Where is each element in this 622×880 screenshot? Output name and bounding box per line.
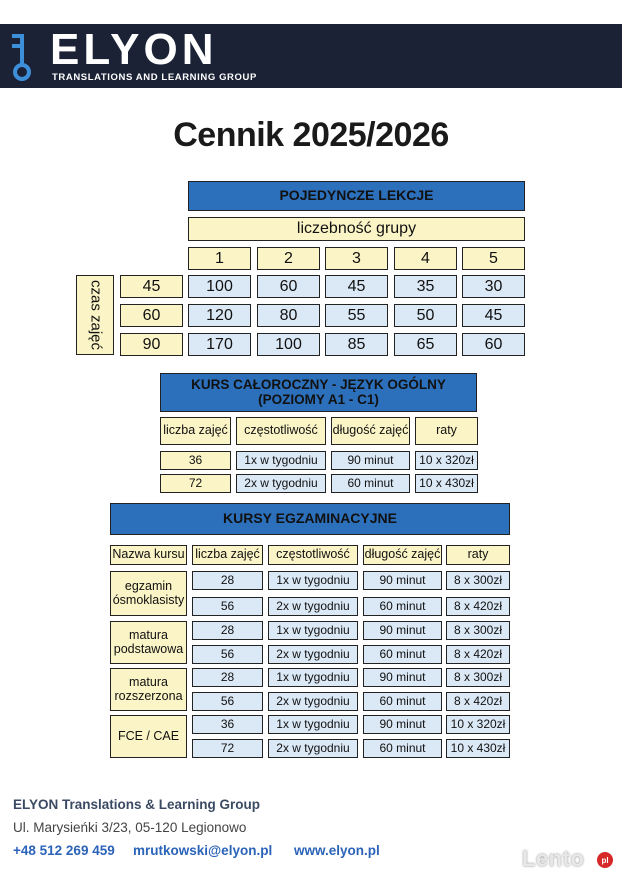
brand-tagline: TRANSLATIONS AND LEARNING GROUP	[52, 72, 257, 83]
exam-col-header: liczba zajęć	[192, 545, 263, 565]
exam-cell: 8 x 300zł	[446, 621, 510, 640]
brand-name: ELYON	[50, 25, 218, 74]
annual-cell: 90 minut	[331, 451, 410, 470]
price-cell: 85	[325, 333, 388, 356]
group-size-3: 3	[325, 247, 388, 270]
exam-cell: 8 x 300zł	[446, 668, 510, 687]
single-lessons-heading: POJEDYNCZE LEKCJE	[188, 181, 525, 211]
annual-col-header: długość zajęć	[331, 417, 410, 445]
price-cell: 100	[188, 275, 251, 298]
price-cell: 45	[462, 304, 525, 327]
exam-cell: 2x w tygodniu	[268, 692, 358, 711]
price-cell: 35	[394, 275, 457, 298]
exam-cell: 28	[192, 621, 263, 640]
exam-col-header: częstotliwość	[268, 545, 358, 565]
group-size-5: 5	[462, 247, 525, 270]
header-bar	[0, 24, 622, 88]
price-cell: 60	[462, 333, 525, 356]
exam-col-header: raty	[446, 545, 510, 565]
group-size-1: 1	[188, 247, 251, 270]
watermark-badge: pl	[597, 852, 613, 868]
lesson-time-90: 90	[120, 333, 183, 356]
key-logo-icon	[10, 30, 36, 82]
price-cell: 50	[394, 304, 457, 327]
exam-cell: 2x w tygodniu	[268, 645, 358, 664]
lesson-time-45: 45	[120, 275, 183, 298]
course-name-line2: podstawowa	[113, 641, 184, 656]
footer-company: ELYON Translations & Learning Group	[13, 797, 261, 812]
exam-col-header: Nazwa kursu	[110, 545, 187, 565]
price-cell: 55	[325, 304, 388, 327]
exam-cell: 56	[192, 645, 263, 664]
exam-cell: 90 minut	[363, 715, 442, 734]
annual-col-header: częstotliwość	[236, 417, 326, 445]
page-title: Cennik 2025/2026	[173, 116, 449, 154]
annual-col-header: raty	[415, 417, 478, 445]
exam-cell: 60 minut	[363, 692, 442, 711]
exam-course-name	[110, 621, 187, 664]
exam-cell: 60 minut	[363, 645, 442, 664]
exam-cell: 8 x 420zł	[446, 597, 510, 616]
price-cell: 30	[462, 275, 525, 298]
course-name-line2: ósmoklasisty	[112, 592, 185, 607]
price-cell: 100	[257, 333, 320, 356]
exam-cell: 1x w tygodniu	[268, 668, 358, 687]
group-size-label: liczebność grupy	[188, 217, 525, 241]
exam-cell: 90 minut	[363, 571, 442, 590]
watermark-text: Lento	[522, 846, 585, 871]
exam-col-header: długość zajęć	[363, 545, 442, 565]
exam-cell: 1x w tygodniu	[268, 715, 358, 734]
course-name-line1: matura	[129, 674, 168, 689]
exam-cell: 8 x 420zł	[446, 692, 510, 711]
exam-cell: 72	[192, 739, 263, 758]
price-cell: 120	[188, 304, 251, 327]
exam-course-name	[110, 668, 187, 711]
annual-heading-line2: (POZIOMY A1 - C1)	[258, 391, 379, 407]
footer-email[interactable]: mrutkowski@elyon.pl	[133, 843, 273, 858]
price-cell: 65	[394, 333, 457, 356]
footer-website[interactable]: www.elyon.pl	[294, 843, 380, 858]
exam-cell: 8 x 420zł	[446, 645, 510, 664]
course-name-line1: matura	[129, 627, 168, 642]
price-cell: 80	[257, 304, 320, 327]
exam-cell: 10 x 320zł	[446, 715, 510, 734]
exam-course-name	[110, 715, 187, 758]
exam-cell: 60 minut	[363, 739, 442, 758]
annual-course-heading	[160, 373, 477, 412]
exam-cell: 90 minut	[363, 621, 442, 640]
annual-cell: 60 minut	[331, 474, 410, 493]
exam-course-name	[110, 571, 187, 616]
annual-cell: 36	[160, 451, 231, 470]
exam-cell: 36	[192, 715, 263, 734]
exam-cell: 28	[192, 571, 263, 590]
exam-cell: 56	[192, 597, 263, 616]
annual-heading-line1: KURS CAŁOROCZNY - JĘZYK OGÓLNY	[191, 376, 446, 392]
exam-cell: 90 minut	[363, 668, 442, 687]
annual-col-header: liczba zajęć	[160, 417, 231, 445]
annual-cell: 10 x 320zł	[415, 451, 478, 470]
exam-cell: 28	[192, 668, 263, 687]
exam-cell: 10 x 430zł	[446, 739, 510, 758]
annual-cell: 72	[160, 474, 231, 493]
course-name-line2: rozszerzona	[114, 688, 183, 703]
exam-cell: 60 minut	[363, 597, 442, 616]
annual-cell: 1x w tygodniu	[236, 451, 326, 470]
group-size-4: 4	[394, 247, 457, 270]
lesson-time-60: 60	[120, 304, 183, 327]
exam-cell: 1x w tygodniu	[268, 621, 358, 640]
exam-cell: 8 x 300zł	[446, 571, 510, 590]
price-cell: 45	[325, 275, 388, 298]
group-size-2: 2	[257, 247, 320, 270]
footer-phone[interactable]: +48 512 269 459	[13, 843, 115, 858]
footer-address: Ul. Marysieńki 3/23, 05-120 Legionowo	[13, 820, 247, 835]
exam-cell: 2x w tygodniu	[268, 739, 358, 758]
annual-cell: 2x w tygodniu	[236, 474, 326, 493]
exam-cell: 2x w tygodniu	[268, 597, 358, 616]
exam-cell: 56	[192, 692, 263, 711]
course-name-line1: egzamin	[124, 578, 173, 593]
price-cell: 170	[188, 333, 251, 356]
course-name-line1: FCE / CAE	[117, 728, 180, 743]
lesson-time-label-box	[76, 275, 114, 355]
exam-cell: 1x w tygodniu	[268, 571, 358, 590]
exam-courses-heading: KURSY EGZAMINACYJNE	[110, 503, 510, 535]
lesson-time-label: czas zajęć	[87, 279, 105, 351]
annual-cell: 10 x 430zł	[415, 474, 478, 493]
price-cell: 60	[257, 275, 320, 298]
